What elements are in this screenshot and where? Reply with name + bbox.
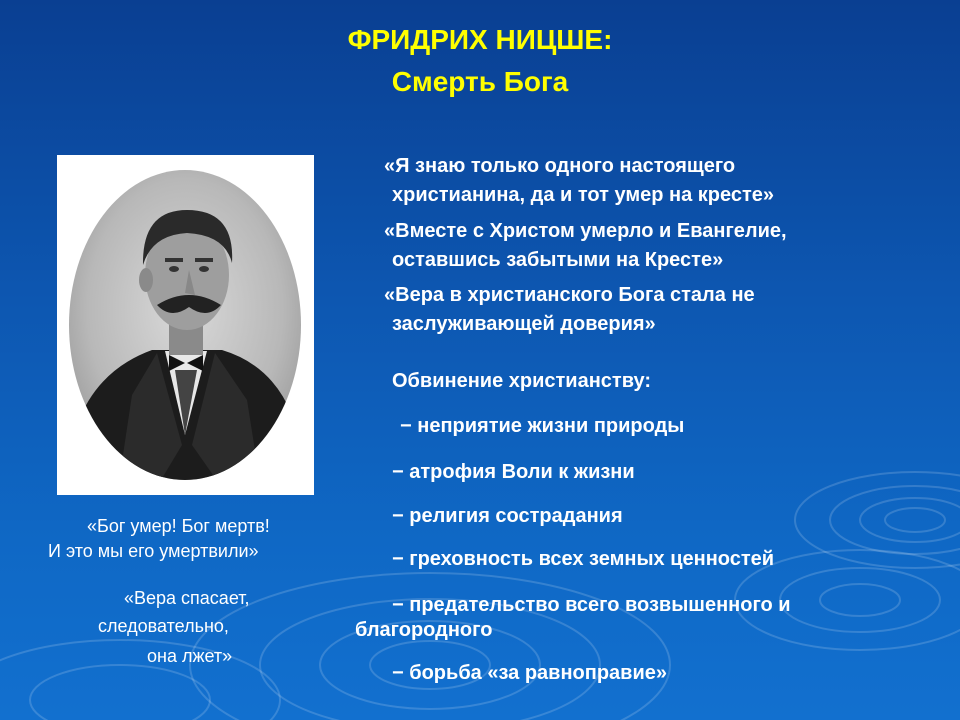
accusation-heading: Обвинение христианству:: [392, 370, 652, 392]
accusation-item: − неприятие жизни природы: [400, 415, 685, 437]
quote-faith-saves-line1: «Вера спасает,: [124, 588, 250, 608]
quote-faith-saves-line2: следовательно,: [98, 616, 229, 636]
quote-line: оставшись забытыми на Кресте»: [392, 249, 724, 271]
portrait-nietzsche-icon: [57, 155, 314, 495]
quote-god-dead-line1: «Бог умер! Бог мертв!: [87, 516, 270, 536]
quote-gospel-died: [384, 217, 787, 275]
accusation-item: − предательство всего возвышенного и: [392, 594, 791, 616]
quote-one-true-christian: [384, 152, 774, 210]
quote-line: христианина, да и тот умер на кресте»: [392, 184, 775, 206]
quote-line: «Вместе с Христом умерло и Евангелие,: [384, 220, 787, 242]
portrait-image: [57, 155, 314, 495]
slide-subtitle: Смерть Бога: [391, 66, 569, 97]
accusation-item: − борьба «за равноправие»: [392, 662, 668, 684]
accusation-item-continuation: благородного: [355, 619, 493, 641]
accusation-item: − греховность всех земных ценностей: [392, 548, 775, 570]
quote-faith-untrustworthy: [384, 281, 755, 339]
quote-line: «Вера в христианского Бога стала не: [384, 284, 755, 306]
slide-title: ФРИДРИХ НИЦШЕ:: [347, 24, 613, 55]
quote-line: «Я знаю только одного настоящего: [384, 155, 736, 177]
quote-faith-saves-line3: она лжет»: [147, 646, 233, 666]
quote-line: заслуживающей доверия»: [392, 313, 656, 335]
quote-god-dead-line2: И это мы его умертвили»: [48, 541, 259, 561]
accusation-item: − атрофия Воли к жизни: [392, 461, 635, 483]
accusation-item: − религия сострадания: [392, 505, 623, 527]
